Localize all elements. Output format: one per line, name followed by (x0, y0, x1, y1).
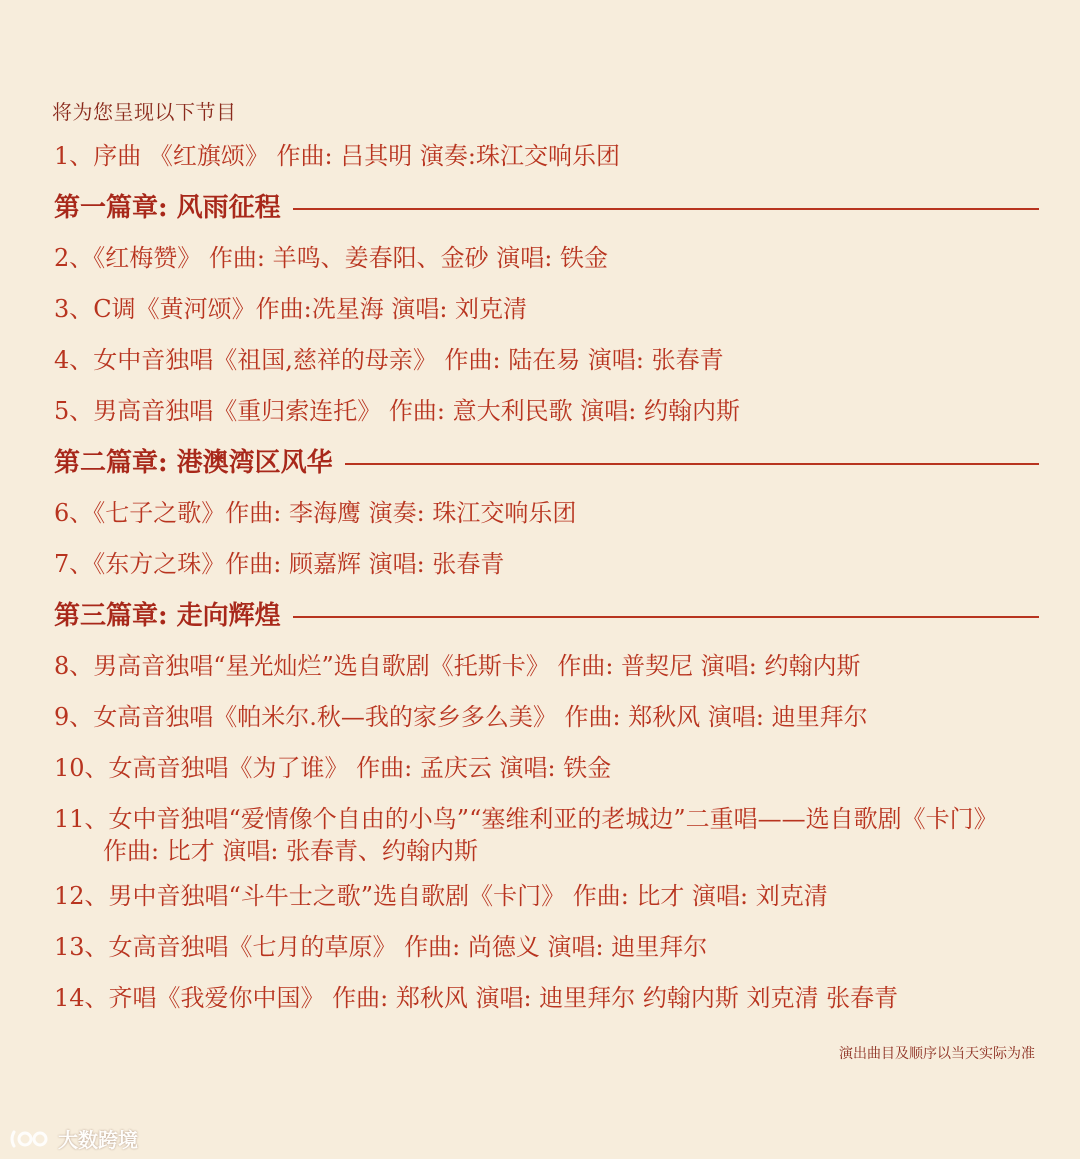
program-item (54, 395, 1039, 446)
disclaimer-note: 演出曲目及顺序以当天实际为准 (839, 1046, 1035, 1062)
program-item (54, 650, 1039, 701)
program-item-text: 2、《红梅赞》 作曲: 羊鸣、姜春阳、金砂 演唱: 铁金 (54, 244, 608, 272)
program-item (54, 344, 1039, 395)
program-item (54, 242, 1039, 293)
program-item-credits: 作曲: 比才 演唱: 张春青、约翰内斯 (103, 837, 479, 865)
program-item (54, 931, 1039, 982)
chapter-heading (54, 191, 1039, 242)
program-item-text: 5、男高音独唱《重归索连托》 作曲: 意大利民歌 演唱: 约翰内斯 (54, 397, 740, 425)
program-item-text: 3、C调《黄河颂》作曲:冼星海 演唱: 刘克清 (54, 295, 528, 323)
program-item-text: 1、序曲 《红旗颂》 作曲: 吕其明 演奏:珠江交响乐团 (54, 142, 620, 170)
program-item (54, 140, 1039, 191)
program-item-text: 12、男中音独唱“斗牛士之歌”选自歌剧《卡门》 作曲: 比才 演唱: 刘克清 (54, 882, 828, 910)
chapter-divider-line (345, 463, 1039, 465)
chapter-heading (54, 446, 1039, 497)
watermark (8, 1124, 138, 1153)
program-item (54, 982, 1039, 1033)
program-item-text: 10、女高音独唱《为了谁》 作曲: 孟庆云 演唱: 铁金 (54, 754, 612, 782)
program-item-text: 14、齐唱《我爱你中国》 作曲: 郑秋风 演唱: 迪里拜尔 约翰内斯 刘克清 张春青 (54, 984, 899, 1012)
chapter-title: 第三篇章: 走向辉煌 (54, 601, 281, 631)
program-item (54, 701, 1039, 752)
program-item-text: 9、女高音独唱《帕米尔.秋—我的家乡多么美》 作曲: 郑秋风 演唱: 迪里拜尔 (54, 703, 868, 731)
program-item (54, 880, 1039, 931)
program-item (54, 752, 1039, 803)
chapter-divider-line (293, 208, 1039, 210)
program-item (54, 803, 1039, 880)
program-item (54, 548, 1039, 599)
program-item-text: 8、男高音独唱“星光灿烂”选自歌剧《托斯卡》 作曲: 普契尼 演唱: 约翰内斯 (54, 652, 861, 680)
program-item-text: 4、女中音独唱《祖国,慈祥的母亲》 作曲: 陆在易 演唱: 张春青 (54, 346, 724, 374)
program-intro: 将为您呈现以下节目 (52, 100, 237, 124)
chapter-title: 第一篇章: 风雨征程 (54, 193, 281, 223)
program-item-text: 6、《七子之歌》作曲: 李海鹰 演奏: 珠江交响乐团 (54, 499, 577, 527)
program-item-text: 13、女高音独唱《七月的草原》 作曲: 尚德义 演唱: 迪里拜尔 (54, 933, 708, 961)
chapter-divider-line (293, 616, 1039, 618)
program-item-text: 11、女中音独唱“爱情像个自由的小鸟”“塞维利亚的老城边”二重唱——选自歌剧《卡门》 (54, 805, 998, 833)
chapter-heading (54, 599, 1039, 650)
program-item-text: 7、《东方之珠》作曲: 顾嘉辉 演唱: 张春青 (54, 550, 505, 578)
watermark-text: 大数跨境 (58, 1128, 138, 1152)
program-item (54, 497, 1039, 548)
watermark-logo-icon (8, 1128, 52, 1150)
chapter-title: 第二篇章: 港澳湾区风华 (54, 448, 333, 478)
program-list (54, 140, 1039, 1033)
program-item (54, 293, 1039, 344)
